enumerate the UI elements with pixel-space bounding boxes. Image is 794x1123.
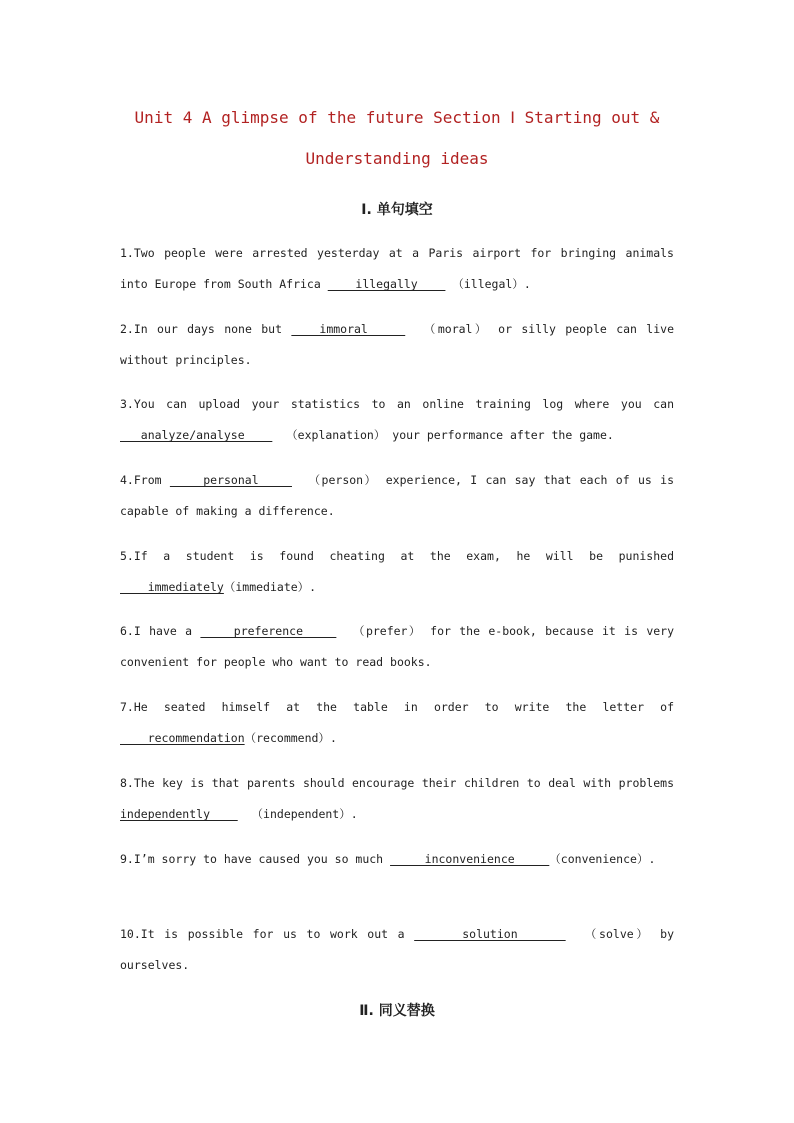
answer-blank: preference bbox=[200, 624, 337, 638]
answer-blank: analyze/analyse bbox=[120, 428, 273, 442]
document-title-line2: Understanding ideas bbox=[305, 149, 489, 168]
exercise-item-10 bbox=[120, 919, 674, 981]
item-text-before: From bbox=[133, 473, 170, 487]
item-text-before: I have a bbox=[133, 624, 201, 638]
item-text-after: experience, I can say that each of us is capable of making a difference. bbox=[120, 473, 674, 518]
item-number: 2. bbox=[120, 322, 134, 336]
item-text-after: by ourselves. bbox=[120, 927, 675, 972]
item-hint: （person） bbox=[291, 473, 378, 487]
answer-blank: recommendation bbox=[120, 731, 245, 745]
item-hint: （recommend） bbox=[244, 731, 330, 745]
exercise-item-5 bbox=[120, 541, 674, 603]
item-text-after: . bbox=[329, 731, 337, 745]
item-number: 1. bbox=[120, 246, 134, 260]
item-number: 7. bbox=[120, 700, 134, 714]
answer-blank: independently bbox=[120, 807, 238, 821]
item-text-after: for the e-book, because it is very convenient for people who want to read books. bbox=[120, 624, 675, 669]
item-number: 3. bbox=[120, 397, 134, 411]
item-hint: （prefer） bbox=[336, 624, 422, 638]
item-text-before: The key is that parents should encourage their children to deal with problems bbox=[133, 776, 674, 790]
answer-blank: solution bbox=[414, 927, 566, 941]
exercise-item-1 bbox=[120, 238, 674, 300]
item-hint: （immediate） bbox=[223, 580, 310, 594]
exercise-item-2 bbox=[120, 314, 674, 376]
exercise-item-3 bbox=[120, 389, 674, 451]
item-text-before: He seated himself at the table in order to write the letter of bbox=[133, 700, 674, 714]
item-hint: （independent） bbox=[237, 807, 351, 821]
item-text-after: . bbox=[523, 277, 531, 291]
item-number: 10. bbox=[120, 927, 141, 941]
item-number: 4. bbox=[120, 473, 134, 487]
exercise-item-4 bbox=[120, 465, 674, 527]
item-text-after: or silly people can live without principles. bbox=[120, 322, 675, 367]
item-text-before: If a student is found cheating at the exam, he will be punished bbox=[133, 549, 674, 563]
item-hint: （convenience） bbox=[549, 852, 649, 866]
item-text-before: Two people were arrested yesterday at a Paris airport for bringing animals into Europe from South Africa bbox=[120, 246, 674, 291]
item-text-after: . bbox=[648, 852, 656, 866]
item-number: 8. bbox=[120, 776, 134, 790]
answer-blank: inconvenience bbox=[390, 852, 550, 866]
answer-blank: illegally bbox=[327, 277, 446, 291]
exercise-item-6 bbox=[120, 616, 674, 678]
item-hint: （moral） bbox=[405, 322, 489, 336]
item-number: 6. bbox=[120, 624, 134, 638]
item-text-after: . bbox=[350, 807, 358, 821]
answer-blank: personal bbox=[169, 473, 292, 487]
item-hint: （explanation） bbox=[272, 428, 386, 442]
item-text-after: your performance after the game. bbox=[385, 428, 614, 442]
document-title-line1: Unit 4 A glimpse of the future Section Ⅰ Starting out & bbox=[134, 108, 660, 127]
exercise-item-8 bbox=[120, 768, 674, 830]
item-text-before: In our days none but bbox=[133, 322, 292, 336]
item-hint: （solve） bbox=[565, 927, 651, 941]
section-heading-synonym: Ⅱ. 同义替换 bbox=[359, 1003, 435, 1019]
item-text-after: . bbox=[309, 580, 317, 594]
answer-blank: immoral bbox=[291, 322, 406, 336]
section-heading-fill-in: Ⅰ. 单句填空 bbox=[361, 202, 433, 218]
item-number: 9. bbox=[120, 852, 134, 866]
item-text-before: It is possible for us to work out a bbox=[140, 927, 415, 941]
item-hint: （illegal） bbox=[445, 277, 524, 291]
item-text-before: You can upload your statistics to an online training log where you can bbox=[133, 397, 674, 411]
exercise-item-9 bbox=[120, 844, 674, 875]
answer-blank: immediately bbox=[120, 580, 224, 594]
item-text-before: I’m sorry to have caused you so much bbox=[133, 852, 391, 866]
exercise-item-7 bbox=[120, 692, 674, 754]
item-number: 5. bbox=[120, 549, 134, 563]
